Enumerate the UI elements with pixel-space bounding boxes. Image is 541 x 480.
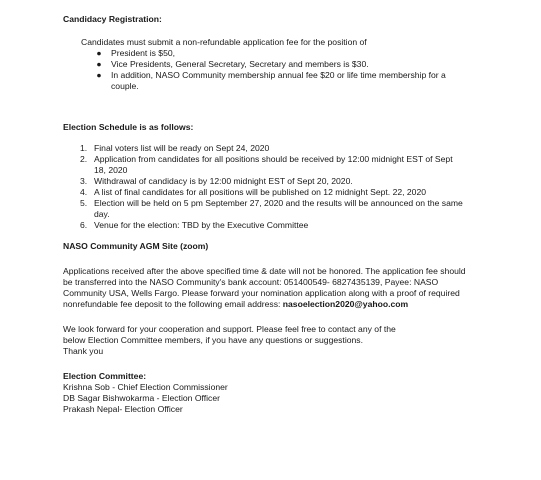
schedule-item: 4. A list of final candidates for all positions will be published on 12 midnight Sept. 22, 2020 <box>80 187 427 197</box>
closing-line: below Election Committee members, if you have any questions or suggestions. <box>63 335 363 345</box>
schedule-item: 3. Withdrawal of candidacy is by 12:00 midnight EST of Sept 20, 2020. <box>80 176 353 186</box>
election-email: nasoelection2020@yahoo.com <box>282 299 409 309</box>
fee-list <box>93 48 483 92</box>
schedule-section <box>63 122 483 231</box>
bullet-icon: ● <box>96 48 102 58</box>
committee-section <box>63 371 483 415</box>
schedule-list <box>80 143 465 231</box>
agm-heading: NASO Community AGM Site (zoom) <box>63 241 209 251</box>
schedule-item: 1. Final voters list will be ready on Sept 24, 2020 <box>80 143 270 153</box>
document-body <box>63 14 483 415</box>
schedule-heading: Election Schedule is as follows: <box>63 122 194 132</box>
committee-member: Krishna Sob - Chief Election Commissioner <box>63 382 228 392</box>
committee-heading: Election Committee: <box>63 371 147 381</box>
fee-list-item: ● President is $50, <box>93 48 483 59</box>
applications-paragraph: Applications received after the above specified time & date will not be honored. The application fee should be transferred into the NASO Community's bank account: 051400549- 6827435139, Payee: NASO Community USA, Wells Fargo. Please forward your nomination application along with a proof of required nonrefundable fee deposit to the following email address: nasoelection2020@yahoo.com <box>63 266 466 309</box>
closing-section <box>63 324 483 357</box>
candidacy-intro: Candidates must submit a non-refundable application fee for the position of <box>81 37 367 47</box>
fee-list-item: ● Vice Presidents, General Secretary, Secretary and members is $30. <box>93 59 483 70</box>
schedule-item: 6. Venue for the election: TBD by the Executive Committee <box>80 220 309 230</box>
schedule-item: 5. Election will be held on 5 pm September 27, 2020 and the results will be announced on the same day. <box>80 198 463 219</box>
bullet-icon: ● <box>96 70 102 80</box>
thank-you: Thank you <box>63 346 104 356</box>
committee-member: Prakash Nepal- Election Officer <box>63 404 183 414</box>
closing-line: We look forward for your cooperation and support. Please feel free to contact any of the <box>63 324 396 334</box>
candidacy-section <box>63 14 483 92</box>
schedule-item: 2. Application from candidates for all positions should be received by 12:00 midnight EST of Sept 18, 2020 <box>80 154 453 175</box>
committee-member: DB Sagar Bishwokarma - Election Officer <box>63 393 220 403</box>
candidacy-heading: Candidacy Registration: <box>63 14 162 24</box>
bullet-icon: ● <box>96 59 102 69</box>
fee-list-item: ● In addition, NASO Community membership annual fee $20 or life time membership for a couple. <box>93 70 451 92</box>
